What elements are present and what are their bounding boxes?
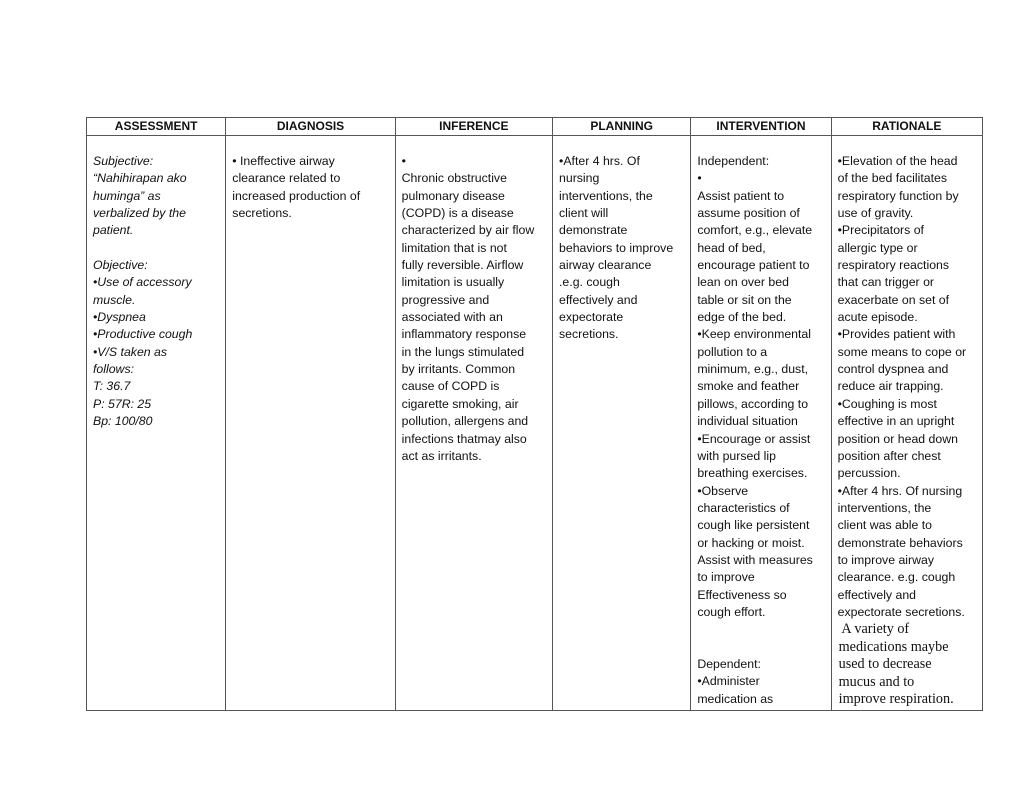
assessment-text: Subjective: “Nahihirapan ako huminga” as verbalized by the patient. Objective: •Use of accessory muscle. •Dyspnea •Productive cough •V/S taken as follows: T: 36.7 P: 57R: 25 Bp: 100/80 [93,154,193,429]
nursing-care-plan-table [86,117,983,711]
header-intervention: INTERVENTION [691,118,831,136]
planning-text: •After 4 hrs. Of nursing interventions, the client will demonstrate behaviors to improve airway clearance .e.g. cough effectively and expectorate secretions. [559,154,674,342]
rationale-cell [831,136,982,711]
header-assessment: ASSESSMENT [87,118,226,136]
header-inference: INFERENCE [395,118,552,136]
diagnosis-cell [226,136,395,711]
assessment-cell [87,136,226,711]
table-header-row [87,118,983,136]
header-diagnosis: DIAGNOSIS [226,118,395,136]
table-row [87,136,983,711]
planning-cell [553,136,691,711]
diagnosis-text: • Ineffective airway clearance related to increased production of secretions. [232,154,361,221]
rationale-text: •Elevation of the head of the bed facilitates respiratory function by use of gravity. •Precipitators of allergic type or respiratory reactions that can trigger or exacerbate on set of acute episode. •Provides patient with some means to cope or control dyspnea and reduce air trapping. •Coughing is most effective in an upright position or head down position after chest percussion. •After 4 hrs. Of nursing interventions, the client was able to demonstrate behaviors to improve airway clearance. e.g. cough effectively and expectorate secretions. [837,154,967,619]
intervention-cell [691,136,831,711]
header-planning: PLANNING [553,118,691,136]
intervention-text: Independent: • Assist patient to assume position of comfort, e.g., elevate head of bed, encourage patient to lean on over bed table or sit on the edge of the bed. •Keep environmental pollution to a minimum, e.g., dust, smoke and feather pillows, according to individual situation •Encourage or assist with pursed lip breathing exercises. •Observe characteristics of cough like persistent or hacking or moist. Assist with measures to improve Effectiveness so cough effort. Dependent: •Administer medication as [697,154,813,706]
rationale-medication-note: A variety of medications maybe used to decrease mucus and to improve respiration. [838,621,954,708]
inference-cell [395,136,552,711]
inference-text: • Chronic obstructive pulmonary disease (COPD) is a disease characterized by air flow limitation that is not fully reversible. Airflow limitation is usually progressive and associated with an inflammatory response in the lungs stimulated by irritants. Common cause of COPD is cigarette smoking, air pollution, allergens and infections thatmay also act as irritants. [401,154,535,463]
header-rationale: RATIONALE [831,118,982,136]
